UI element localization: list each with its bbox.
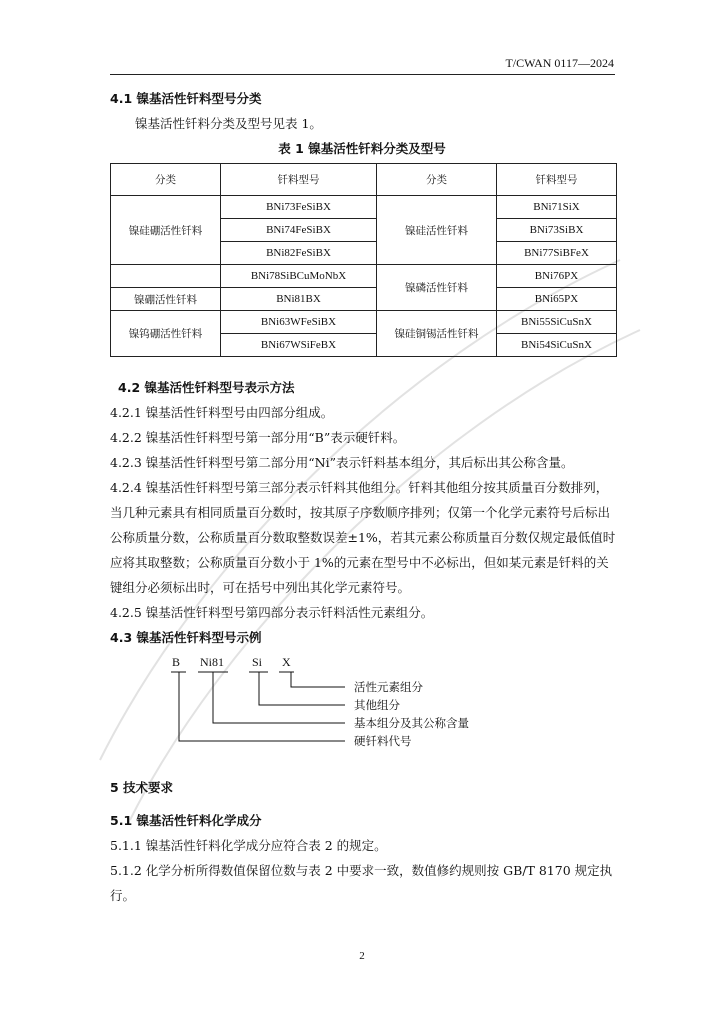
paragraph-4-2-4-line: 应将其取整数；公称质量百分数小于 1%的元素在型号中不必标出，但如某元素是钎料的关 bbox=[110, 555, 609, 570]
label-hard-solder-code: 硬钎料代号 bbox=[354, 734, 412, 748]
part-x: X bbox=[282, 655, 291, 669]
model-cell: BNi65PX bbox=[497, 288, 617, 311]
section-4-1-text: 镍基活性钎料分类及型号见表 1。 bbox=[135, 116, 322, 131]
model-cell: BNi78SiBCuMoNbX bbox=[221, 265, 377, 288]
label-base-component: 基本组分及其公称含量 bbox=[354, 716, 469, 730]
category-cell-blank bbox=[111, 265, 221, 288]
model-cell: BNi74FeSiBX bbox=[221, 219, 377, 242]
model-cell: BNi73FeSiBX bbox=[221, 196, 377, 219]
section-4-3-heading: 4.3 镍基活性钎料型号示例 bbox=[110, 630, 262, 645]
model-cell: BNi71SiX bbox=[497, 196, 617, 219]
model-cell: BNi81BX bbox=[221, 288, 377, 311]
table-header-cell: 钎料型号 bbox=[497, 164, 617, 196]
model-cell: BNi82FeSiBX bbox=[221, 242, 377, 265]
table-1-caption: 表 1 镍基活性钎料分类及型号 bbox=[278, 141, 446, 156]
paragraph-4-2-4-line: 键组分必须标出时，可在括号中列出其化学元素符号。 bbox=[110, 580, 411, 595]
model-example-diagram bbox=[160, 652, 490, 752]
paragraph-4-2-3: 4.2.3 镍基活性钎料型号第二部分用“Ni”表示钎料基本组分，其后标出其公称含量。 bbox=[110, 455, 574, 470]
model-cell: BNi73SiBX bbox=[497, 219, 617, 242]
part-ni81: Ni81 bbox=[200, 655, 224, 669]
table-1 bbox=[110, 163, 617, 357]
paragraph-5-1-2-line: 5.1.2 化学分析所得数值保留位数与表 2 中要求一致，数值修约规则按 GB/T 8170 规定执 bbox=[110, 863, 613, 878]
paragraph-4-2-2: 4.2.2 镍基活性钎料型号第一部分用“B”表示硬钎料。 bbox=[110, 430, 406, 445]
header-rule bbox=[110, 74, 615, 75]
section-4-2-heading: 4.2 镍基活性钎料型号表示方法 bbox=[118, 380, 295, 395]
category-cell: 镍硅活性钎料 bbox=[377, 196, 497, 265]
document-code: T/CWAN 0117—2024 bbox=[505, 56, 614, 70]
section-5-1-heading: 5.1 镍基活性钎料化学成分 bbox=[110, 813, 262, 828]
label-active-element: 活性元素组分 bbox=[354, 680, 423, 694]
paragraph-4-2-1: 4.2.1 镍基活性钎料型号由四部分组成。 bbox=[110, 405, 334, 420]
category-cell: 镍磷活性钎料 bbox=[377, 265, 497, 311]
section-4-1-heading: 4.1 镍基活性钎料型号分类 bbox=[110, 91, 262, 106]
model-cell: BNi77SiBFeX bbox=[497, 242, 617, 265]
part-b: B bbox=[172, 655, 181, 669]
paragraph-4-2-5: 4.2.5 镍基活性钎料型号第四部分表示钎料活性元素组分。 bbox=[110, 605, 434, 620]
model-cell: BNi54SiCuSnX bbox=[497, 334, 617, 357]
model-cell: BNi63WFeSiBX bbox=[221, 311, 377, 334]
paragraph-5-1-1: 5.1.1 镍基活性钎料化学成分应符合表 2 的规定。 bbox=[110, 838, 387, 853]
category-cell: 镍硅铜锡活性钎料 bbox=[377, 311, 497, 357]
category-cell: 镍钨硼活性钎料 bbox=[111, 311, 221, 357]
connector-si bbox=[259, 672, 345, 705]
category-cell: 镍硼活性钎料 bbox=[111, 288, 221, 311]
connector-ni81 bbox=[213, 672, 345, 723]
paragraph-4-2-4-line: 公称质量分数，公称质量百分数取整数误差±1%，若其元素公称质量百分数仅规定最低值时 bbox=[110, 530, 616, 545]
table-header-cell: 分类 bbox=[377, 164, 497, 196]
table-row bbox=[111, 311, 617, 334]
table-row bbox=[111, 196, 617, 219]
model-cell: BNi67WSiFeBX bbox=[221, 334, 377, 357]
table-header-row bbox=[111, 164, 617, 196]
table-row bbox=[111, 288, 617, 311]
page-number: 2 bbox=[359, 950, 365, 962]
model-cell: BNi55SiCuSnX bbox=[497, 311, 617, 334]
category-cell: 镍硅硼活性钎料 bbox=[111, 196, 221, 265]
table-row bbox=[111, 265, 617, 288]
paragraph-4-2-4-line: 4.2.4 镍基活性钎料型号第三部分表示钎料其他组分。钎料其他组分按其质量百分数排列， bbox=[110, 480, 609, 495]
paragraph-4-2-4-line: 当几种元素具有相同质量百分数时，按其原子序数顺序排列；仅第一个化学元素符号后标出 bbox=[110, 505, 611, 520]
section-5-heading: 5 技术要求 bbox=[110, 780, 174, 795]
label-other-components: 其他组分 bbox=[354, 698, 400, 712]
connector-b bbox=[179, 672, 345, 741]
connector-x bbox=[291, 672, 345, 687]
model-cell: BNi76PX bbox=[497, 265, 617, 288]
table-header-cell: 钎料型号 bbox=[221, 164, 377, 196]
paragraph-5-1-2-line: 行。 bbox=[110, 888, 136, 903]
table-header-cell: 分类 bbox=[111, 164, 221, 196]
part-si: Si bbox=[252, 655, 263, 669]
